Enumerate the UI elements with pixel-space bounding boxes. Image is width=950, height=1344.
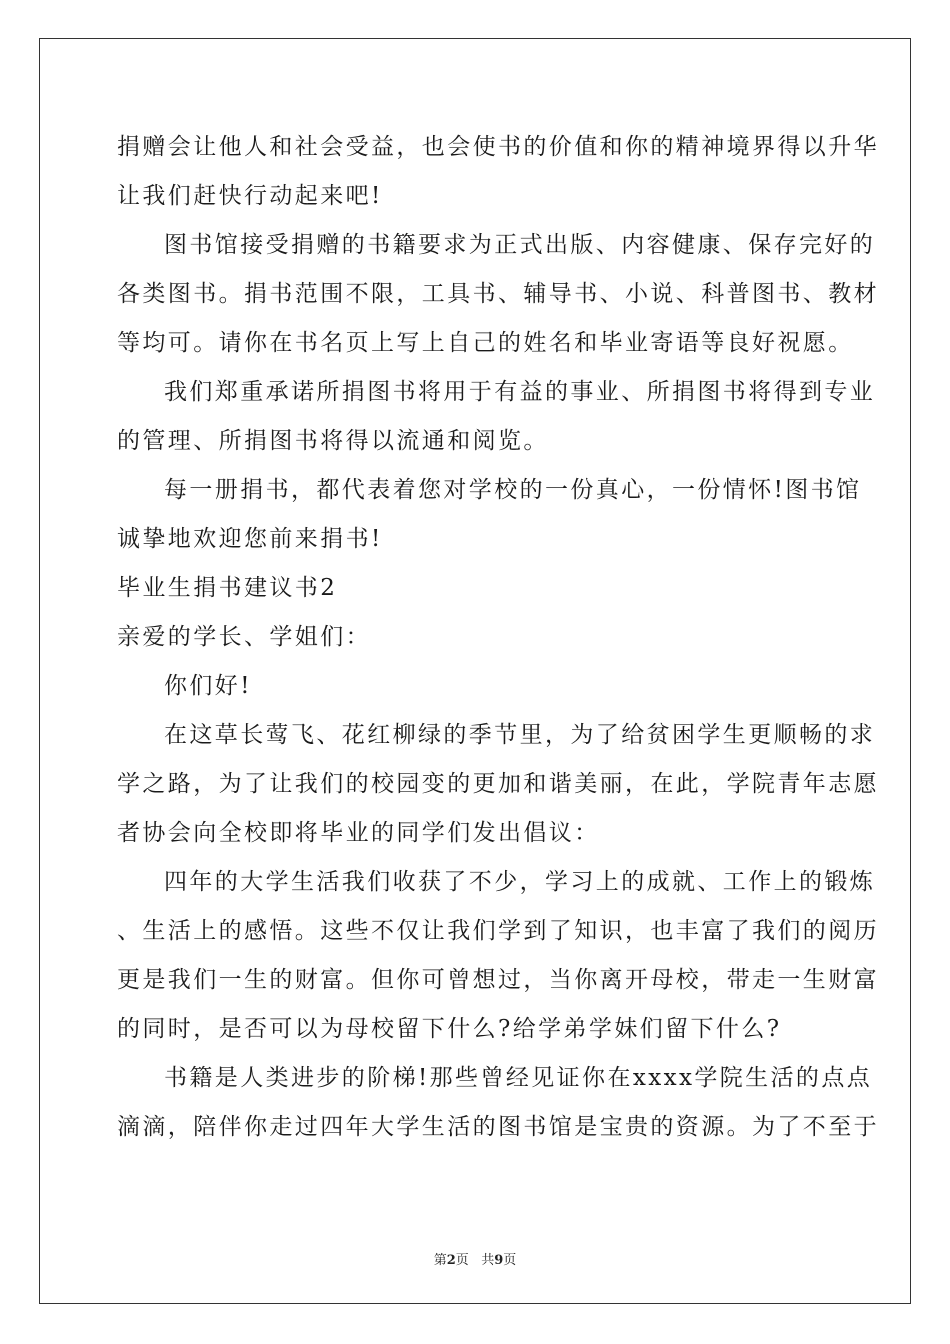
- page-total: 9: [494, 1253, 504, 1268]
- greeting: 你们好!: [164, 673, 252, 699]
- total-suffix: 页: [503, 1253, 517, 1268]
- text-line: 我们郑重承诺所捐图书将用于有益的事业、所捐图书将得到专业: [164, 379, 876, 405]
- text-line: 诚挚地欢迎您前来捐书!: [117, 526, 383, 552]
- page-suffix: 页: [455, 1253, 469, 1268]
- text-line: 四年的大学生活我们收获了不少，学习上的成就、工作上的锻炼: [164, 869, 876, 895]
- text-line: 滴滴，陪伴你走过四年大学生活的图书馆是宝贵的资源。为了不至于: [117, 1114, 879, 1140]
- text-line: 的同时，是否可以为母校留下什么?给学弟学妹们留下什么?: [117, 1016, 782, 1042]
- text-line: 更是我们一生的财富。但你可曾想过，当你离开母校，带走一生财富: [117, 967, 879, 993]
- document-body: [117, 123, 879, 1152]
- text-line: 等均可。请你在书名页上写上自己的姓名和毕业寄语等良好祝愿。: [117, 330, 854, 356]
- total-prefix: 共: [481, 1253, 495, 1268]
- page-footer: [0, 1249, 950, 1268]
- text-line: 书籍是人类进步的阶梯!那些曾经见证你在xxxx学院生活的点点: [164, 1065, 873, 1091]
- page-current: 2: [446, 1253, 456, 1268]
- text-line: 在这草长莺飞、花红柳绿的季节里，为了给贫困学生更顺畅的求: [164, 722, 876, 748]
- section-heading: 毕业生捐书建议书2: [117, 575, 338, 601]
- text-line: 图书馆接受捐赠的书籍要求为正式出版、内容健康、保存完好的: [164, 232, 876, 258]
- text-line: 学之路，为了让我们的校园变的更加和谐美丽，在此，学院青年志愿: [117, 771, 879, 797]
- page-prefix: 第: [433, 1253, 447, 1268]
- text-line: 、生活上的感悟。这些不仅让我们学到了知识，也丰富了我们的阅历: [117, 918, 879, 944]
- text-line: 捐赠会让他人和社会受益，也会使书的价值和你的精神境界得以升华: [117, 134, 879, 160]
- text-line: 的管理、所捐图书将得以流通和阅览。: [117, 428, 549, 454]
- salutation: 亲爱的学长、学姐们：: [117, 624, 371, 650]
- text-line: 每一册捐书，都代表着您对学校的一份真心，一份情怀!图书馆: [164, 477, 862, 503]
- text-line: 者协会向全校即将毕业的同学们发出倡议：: [117, 820, 600, 846]
- text-line: 让我们赶快行动起来吧!: [117, 183, 383, 209]
- text-line: 各类图书。捐书范围不限，工具书、辅导书、小说、科普图书、教材: [117, 281, 879, 307]
